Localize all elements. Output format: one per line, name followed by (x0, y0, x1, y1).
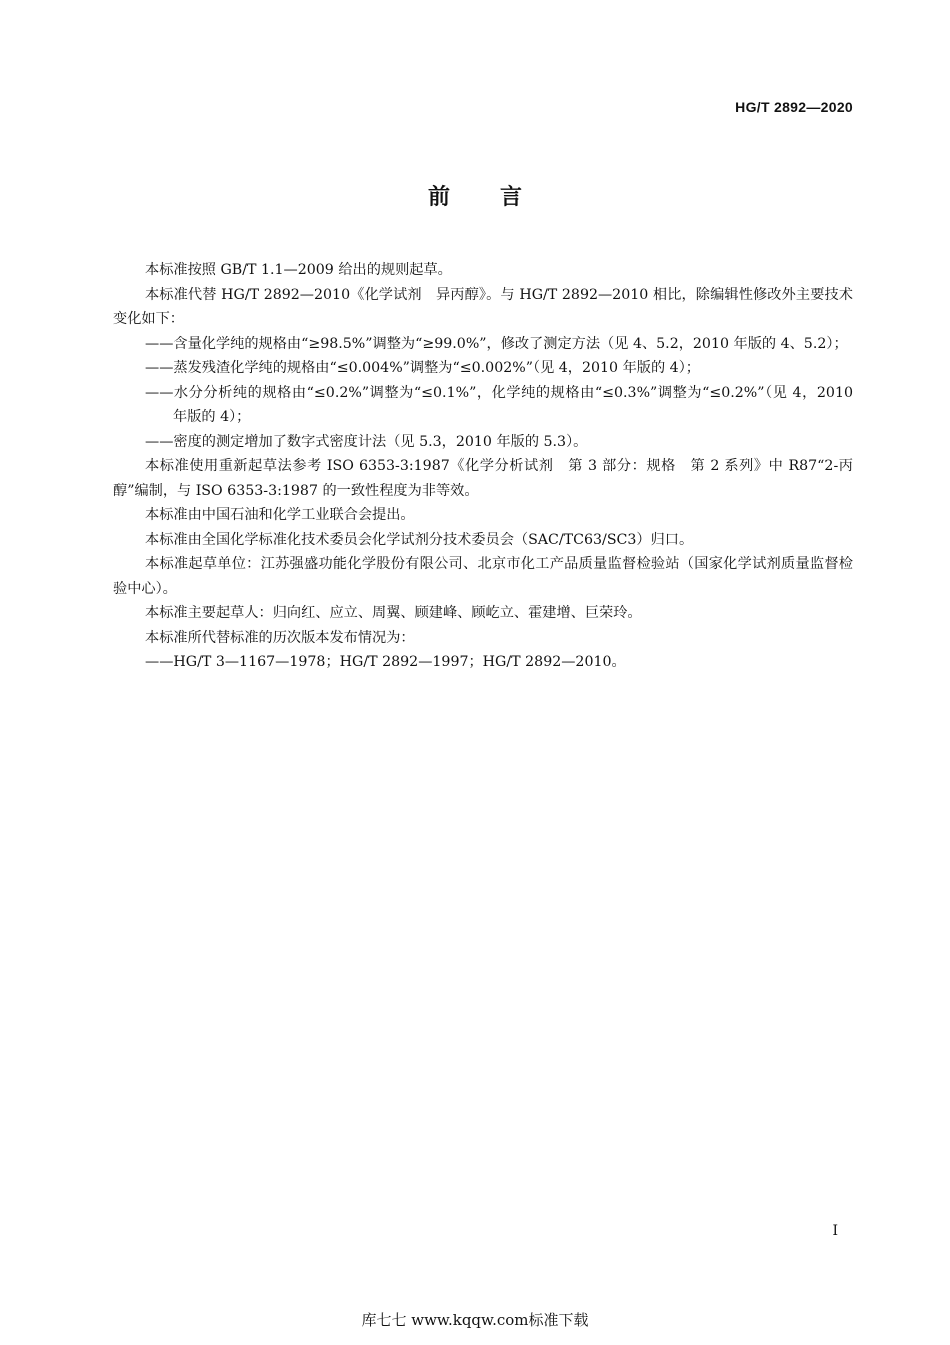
document-body (113, 258, 853, 675)
paragraph-proposer: 本标准由中国石油和化学工业联合会提出。 (145, 507, 415, 523)
paragraph-committee: 本标准由全国化学标准化技术委员会化学试剂分技术委员会（SAC/TC63/SC3）归口。 (145, 531, 694, 548)
page-title: 前言 (427, 185, 572, 210)
paragraph-drafters: 本标准主要起草人：归向红、应立、周翼、顾建峰、顾屹立、霍建增、巨荣玲。 (145, 605, 642, 621)
change-item-density: ——密度的测定增加了数字式密度计法（见 5.3，2010 年版的 5.3）。 (145, 433, 588, 450)
paragraph-iso-reference: 本标准使用重新起草法参考 ISO 6353-3:1987《化学分析试剂 第 3 部分：规格 第 2 系列》中 R87“2-丙醇”编制，与 ISO 6353-3:1987 的一致性程度为非等效。 (113, 458, 853, 499)
change-item-residue: ——蒸发残渣化学纯的规格由“≤0.004%”调整为“≤0.002%”（见 4，2010 年版的 4）； (145, 360, 700, 376)
footer-watermark: 库七七 www.kqqw.com标准下载 (361, 1311, 589, 1329)
change-item-content: ——含量化学纯的规格由“≥98.5%”调整为“≥99.0%”，修改了测定方法（见 4、5.2，2010 年版的 4、5.2）； (145, 335, 848, 352)
standard-code: HG/T 2892—2020 (735, 99, 853, 115)
change-item-water: ——水分分析纯的规格由“≤0.2%”调整为“≤0.1%”，化学纯的规格由“≤0.3%”调整为“≤0.2%”（见 4，2010 年版的 4）； (145, 384, 853, 425)
paragraph-replacement: 本标准代替 HG/T 2892—2010《化学试剂 异丙醇》。与 HG/T 2892—2010 相比，除编辑性修改外主要技术变化如下： (113, 286, 853, 327)
page-number: I (832, 1223, 838, 1239)
paragraph-drafting-rules: 本标准按照 GB/T 1.1—2009 给出的规则起草。 (145, 262, 452, 278)
paragraph-history-intro: 本标准所代替标准的历次版本发布情况为： (145, 629, 415, 646)
paragraph-drafting-units: 本标准起草单位：江苏强盛功能化学股份有限公司、北京市化工产品质量监督检验站（国家化学试剂质量监督检验中心）。 (113, 556, 853, 597)
history-item-versions: ——HG/T 3—1167—1978；HG/T 2892—1997；HG/T 2892—2010。 (145, 654, 626, 670)
